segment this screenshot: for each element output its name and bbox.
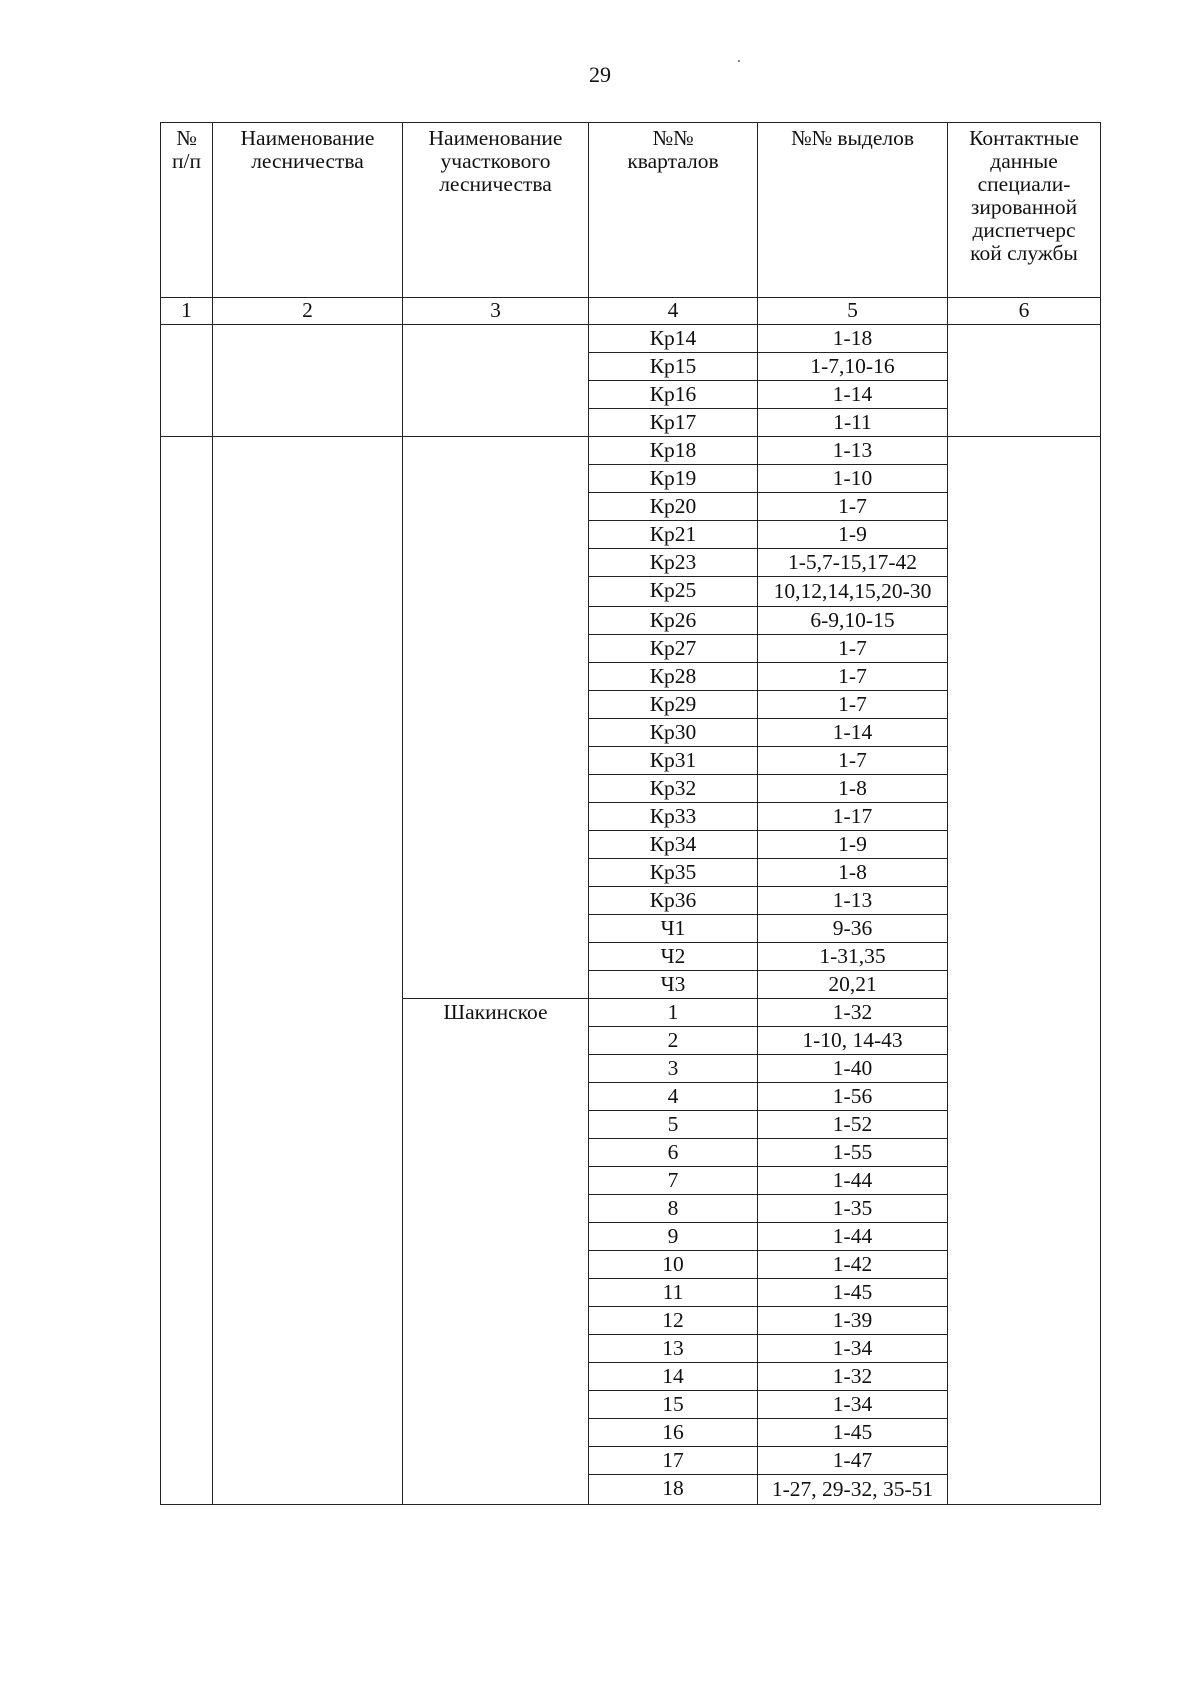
district-name-cell: Шакинское — [403, 999, 589, 1505]
header-row — [161, 123, 1101, 298]
plots-cell: 1-44 — [758, 1223, 948, 1251]
header-number — [161, 123, 213, 298]
quarter-cell: 4 — [589, 1083, 758, 1111]
plots-cell: 1-7 — [758, 663, 948, 691]
quarter-cell: 17 — [589, 1447, 758, 1475]
number-cell — [161, 325, 213, 437]
quarter-cell: Кр36 — [589, 887, 758, 915]
quarter-cell: 1 — [589, 999, 758, 1027]
quarter-cell: Кр14 — [589, 325, 758, 353]
quarter-cell: 3 — [589, 1055, 758, 1083]
plots-cell: 1-7 — [758, 635, 948, 663]
quarter-cell: 13 — [589, 1335, 758, 1363]
plots-cell: 1-14 — [758, 381, 948, 409]
plots-cell: 1-40 — [758, 1055, 948, 1083]
column-number: 4 — [589, 298, 758, 325]
plots-cell: 1-13 — [758, 437, 948, 465]
header-text: №№ выделов — [790, 126, 915, 150]
plots-cell: 1-7 — [758, 493, 948, 521]
plots-cell: 1-55 — [758, 1139, 948, 1167]
plots-cell: 1-9 — [758, 521, 948, 549]
plots-cell: 1-35 — [758, 1195, 948, 1223]
header-text: Наименование — [428, 126, 563, 150]
column-number: 5 — [758, 298, 948, 325]
plots-cell: 1-18 — [758, 325, 948, 353]
plots-cell: 1-45 — [758, 1279, 948, 1307]
quarter-cell: Кр32 — [589, 775, 758, 803]
header-text: данные — [990, 149, 1058, 173]
plots-cell: 1-14 — [758, 719, 948, 747]
header-text: Контактные — [969, 126, 1079, 150]
header-text: лесничества — [251, 149, 364, 173]
quarter-cell: 9 — [589, 1223, 758, 1251]
column-number: 1 — [161, 298, 213, 325]
quarter-cell: Ч2 — [589, 943, 758, 971]
forest-register-table — [160, 122, 1101, 1505]
header-text: участкового — [440, 149, 551, 173]
header-text: п/п — [172, 149, 201, 173]
header-text: зированной — [970, 195, 1078, 219]
quarter-cell: Ч3 — [589, 971, 758, 999]
district-cell — [403, 325, 589, 437]
header-text: кой службы — [970, 241, 1078, 265]
quarter-cell: Кр34 — [589, 831, 758, 859]
plots-cell: 1-27, 29-32, 35-51 — [758, 1475, 948, 1505]
quarter-cell: 16 — [589, 1419, 758, 1447]
plots-cell: 1-32 — [758, 1363, 948, 1391]
page-number: 29 — [589, 62, 611, 87]
quarter-cell: Кр16 — [589, 381, 758, 409]
plots-cell: 1-9 — [758, 831, 948, 859]
header-text: Наименование — [240, 126, 375, 150]
quarter-cell: Кр30 — [589, 719, 758, 747]
plots-cell: 1-42 — [758, 1251, 948, 1279]
header-text: №№ — [652, 126, 694, 150]
quarter-cell: 12 — [589, 1307, 758, 1335]
quarter-cell: Кр29 — [589, 691, 758, 719]
forestry-cell — [213, 325, 403, 437]
quarter-cell: Кр26 — [589, 607, 758, 635]
plots-cell: 1-34 — [758, 1391, 948, 1419]
plots-cell: 20,21 — [758, 971, 948, 999]
plots-cell: 9-36 — [758, 915, 948, 943]
table-row — [161, 325, 1101, 353]
quarter-cell: 6 — [589, 1139, 758, 1167]
quarter-cell: Кр21 — [589, 521, 758, 549]
plots-cell: 1-32 — [758, 999, 948, 1027]
quarter-cell: 2 — [589, 1027, 758, 1055]
quarter-cell: 15 — [589, 1391, 758, 1419]
header-text: кварталов — [627, 149, 719, 173]
quarter-cell: 10 — [589, 1251, 758, 1279]
plots-cell: 1-31,35 — [758, 943, 948, 971]
plots-cell: 1-34 — [758, 1335, 948, 1363]
plots-cell: 1-8 — [758, 775, 948, 803]
forestry-cell — [213, 437, 403, 1505]
column-number-row — [161, 298, 1101, 325]
plots-cell: 1-7 — [758, 691, 948, 719]
plots-cell: 1-11 — [758, 409, 948, 437]
plots-cell: 6-9,10-15 — [758, 607, 948, 635]
plots-cell: 1-10 — [758, 465, 948, 493]
plots-cell: 1-52 — [758, 1111, 948, 1139]
contacts-cell — [948, 325, 1101, 437]
quarter-cell: Кр18 — [589, 437, 758, 465]
quarter-cell: Кр17 — [589, 409, 758, 437]
quarter-cell: Кр15 — [589, 353, 758, 381]
header-contacts — [948, 123, 1101, 298]
quarter-cell: Кр35 — [589, 859, 758, 887]
plots-cell: 1-45 — [758, 1419, 948, 1447]
header-text: специали- — [977, 172, 1071, 196]
quarter-cell: 14 — [589, 1363, 758, 1391]
quarter-cell: 8 — [589, 1195, 758, 1223]
quarter-cell: Кр33 — [589, 803, 758, 831]
column-number: 3 — [403, 298, 589, 325]
plots-cell: 1-39 — [758, 1307, 948, 1335]
column-number: 6 — [948, 298, 1101, 325]
quarter-cell: Кр31 — [589, 747, 758, 775]
plots-cell: 1-56 — [758, 1083, 948, 1111]
plots-cell: 1-13 — [758, 887, 948, 915]
quarter-cell: Кр23 — [589, 549, 758, 577]
plots-cell: 1-7,10-16 — [758, 353, 948, 381]
column-number: 2 — [213, 298, 403, 325]
header-text: диспетчерс — [972, 218, 1076, 242]
header-district-forestry — [403, 123, 589, 298]
header-text: лесничества — [439, 172, 552, 196]
quarter-cell: Кр19 — [589, 465, 758, 493]
number-cell — [161, 437, 213, 1505]
header-quarters — [589, 123, 758, 298]
header-plots — [758, 123, 948, 298]
scan-speck — [738, 60, 740, 62]
quarter-cell: Кр20 — [589, 493, 758, 521]
header-forestry — [213, 123, 403, 298]
quarter-cell: 5 — [589, 1111, 758, 1139]
plots-cell: 1-5,7-15,17-42 — [758, 549, 948, 577]
quarter-cell: Кр27 — [589, 635, 758, 663]
quarter-cell: Ч1 — [589, 915, 758, 943]
quarter-cell: 18 — [589, 1475, 758, 1505]
contacts-cell — [948, 437, 1101, 1505]
quarter-cell: 11 — [589, 1279, 758, 1307]
quarter-cell: Кр28 — [589, 663, 758, 691]
plots-cell: 1-44 — [758, 1167, 948, 1195]
plots-cell: 1-47 — [758, 1447, 948, 1475]
plots-cell: 1-17 — [758, 803, 948, 831]
quarter-cell: 7 — [589, 1167, 758, 1195]
table-row — [161, 437, 1101, 465]
plots-cell: 1-7 — [758, 747, 948, 775]
plots-cell: 1-8 — [758, 859, 948, 887]
district-cell — [403, 437, 589, 999]
plots-cell: 10,12,14,15,20-30 — [758, 577, 948, 607]
plots-cell: 1-10, 14-43 — [758, 1027, 948, 1055]
header-text: № — [176, 126, 197, 150]
quarter-cell: Кр25 — [589, 577, 758, 607]
